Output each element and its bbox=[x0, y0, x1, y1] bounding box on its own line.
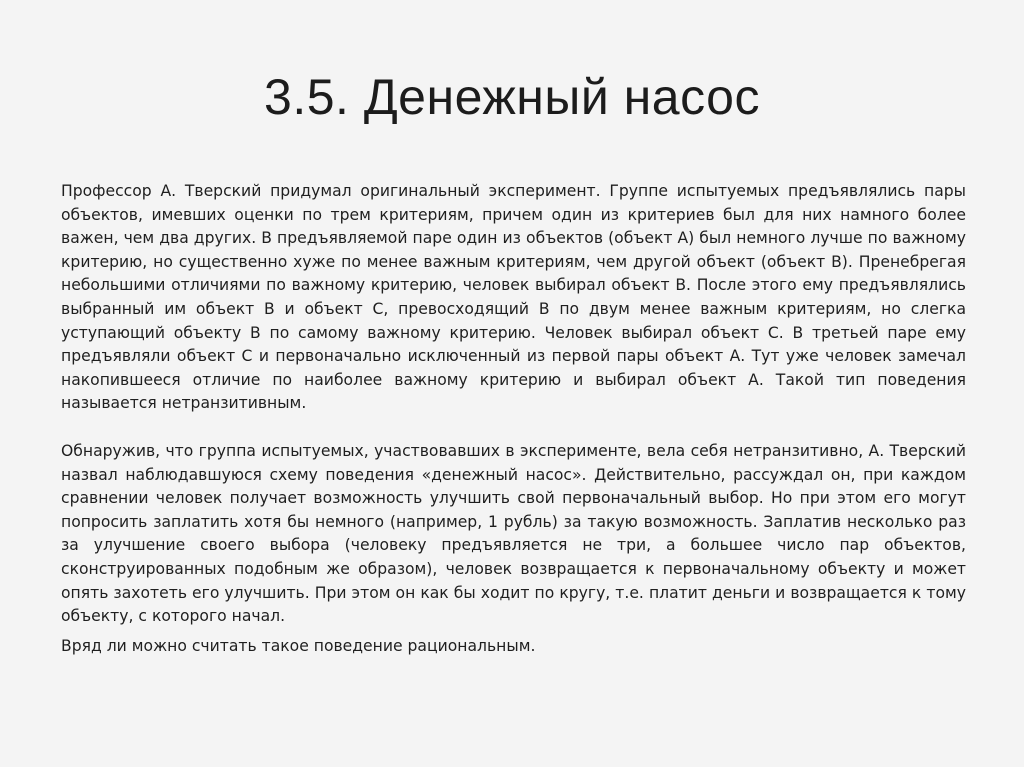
slide-body bbox=[61, 180, 966, 658]
paragraph-money-pump: Обнаружив, что группа испытуемых, участвовавших в эксперименте, вела себя нетранзитивно, А. Тверский назвал наблюдавшуюся схему поведения «денежный насос». Действительно, рассуждал он, при каждом сравнении человек получает возможность улучшить свой первоначальный выбор. Но при этом его могут попросить заплатить хотя бы немного (например, 1 рубль) за такую возможность. Заплатив несколько раз за улучшение своего выбора (человеку предъявляется не три, а большее число пар объектов, сконструированных подобным же образом), человек возвращается к первоначальному объекту и может опять захотеть его улучшить. При этом он как бы ходит по кругу, т.е. платит деньги и возвращается к тому объекту, с которого начал. bbox=[61, 441, 966, 626]
slide-title: 3.5. Денежный насос bbox=[264, 69, 760, 125]
paragraph-experiment: Профессор А. Тверский придумал оригинальный эксперимент. Группе испытуемых предъявлялись пары объектов, имевших оценки по трем критериям, причем один из критериев был для них намного более важен, чем два других. В предъявляемой паре один из объектов (объект А) был немного лучше по важному критерию, но существенно хуже по менее важным критериям, чем другой объект (объект В). Пренебрегая небольшими отличиями по важному критерию, человек выбирал объект В. После этого ему предъявлялись выбранный им объект В и объект С, превосходящий В по двум менее важным критериям, но слегка уступающий объекту В по самому важному критерию. Человек выбирал объект С. В третьей паре ему предъявляли объект С и первоначально исключенный из первой пары объект А. Тут уже человек замечал накопившееся отличие по наиболее важному критерию и выбирал объект А. Такой тип поведения называется нетранзитивным. bbox=[61, 182, 966, 413]
paragraph-conclusion: Вряд ли можно считать такое поведение рациональным. bbox=[61, 636, 536, 655]
